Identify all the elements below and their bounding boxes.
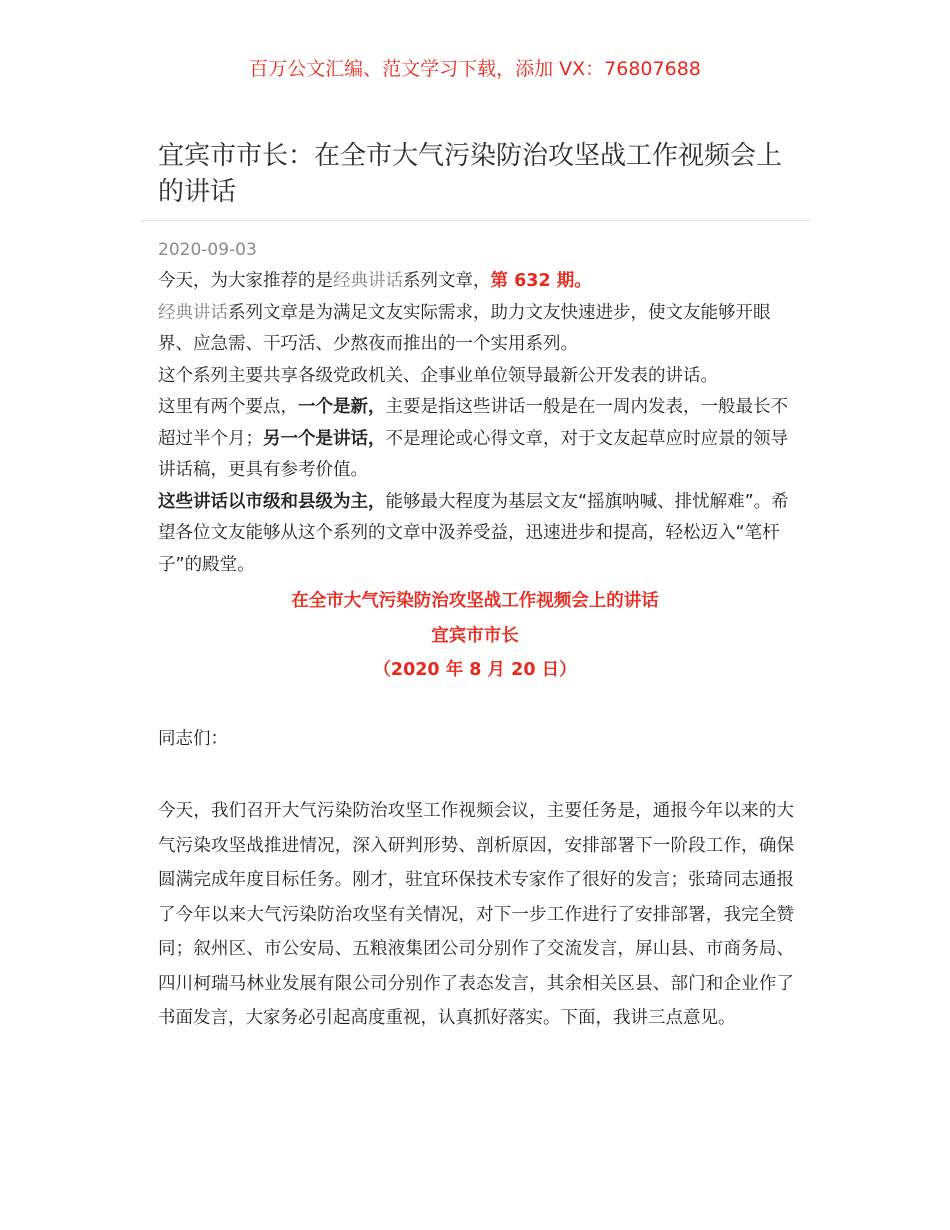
publish-date: 2020-09-03	[158, 240, 257, 260]
speech-greeting: 同志们：	[158, 729, 228, 749]
intro-text: 系列文章是为满足文友实际需求，助力文友快速进步，使文友能够开眼界、应急需、干巧活、少熬夜而推出的一个实用系列。	[158, 302, 771, 354]
intro-paragraph-4	[158, 392, 794, 487]
intro-paragraph-2	[158, 298, 794, 361]
intro-paragraph-5	[158, 487, 794, 582]
article-title: 宜宾市市长：在全市大气污染防治攻坚战工作视频会上的讲话	[158, 141, 783, 207]
series-name: 经典讲话	[333, 271, 403, 291]
intro-text: 主要是指这些讲话一般是在一周内发表，一般最长不超过半个月；	[158, 397, 788, 449]
intro-text: 不是理论或心得文章，对于文友起草应时应景的领导讲话稿，更具有参考价值。	[158, 428, 788, 480]
key-point-1: 一个是新，	[298, 397, 386, 417]
title-divider	[140, 220, 810, 221]
speech-paragraph: 今天，我们召开大气污染防治攻坚工作视频会议，主要任务是，通报今年以来的大气污染攻坚战推进情况，深入研判形势、剖析原因，安排部署下一阶段工作，确保圆满完成年度目标任务。刚才，驻宜环保技术专家作了很好的发言；张琦同志通报了今年以来大气污染防治攻坚有关情况，对下一步工作进行了安排部署，我完全赞同；叙州区、市公安局、五粮液集团公司分别作了交流发言，屏山县、市商务局、四川柯瑞马林业发展有限公司分别作了表态发言，其余相关区县、部门和企业作了书面发言，大家务必引起高度重视，认真抓好落实。下面，我讲三点意见。	[158, 801, 794, 1028]
intro-emphasis: 这些讲话以市级和县级为主，	[158, 491, 386, 512]
promo-banner: 百万公文汇编、范文学习下载，添加 VX：76807688	[249, 58, 701, 80]
intro-text: 系列文章，	[403, 271, 491, 291]
speech-date: （2020 年 8 月 20 日）	[373, 660, 577, 680]
intro-paragraph-1	[158, 266, 794, 298]
speech-heading: 在全市大气污染防治攻坚战工作视频会上的讲话	[291, 591, 659, 611]
speech-speaker: 宜宾市市长	[431, 626, 519, 646]
series-name: 经典讲话	[158, 302, 228, 323]
intro-text: 能够最大程度为基层文友“摇旗呐喊、排忧解难”。希望各位文友能够从这个系列的文章中汲养受益，迅速进步和提高，轻松迈入“笔杆子”的殿堂。	[158, 491, 789, 575]
intro-paragraph-3: 这个系列主要共享各级党政机关、企事业单位领导最新公开发表的讲话。	[158, 365, 718, 386]
intro-text: 这里有两个要点，	[158, 397, 298, 417]
key-point-2: 另一个是讲话，	[263, 428, 386, 449]
series-intro	[158, 266, 794, 581]
intro-text: 今天，为大家推荐的是	[158, 271, 333, 291]
issue-number: 第 632 期。	[490, 271, 592, 291]
